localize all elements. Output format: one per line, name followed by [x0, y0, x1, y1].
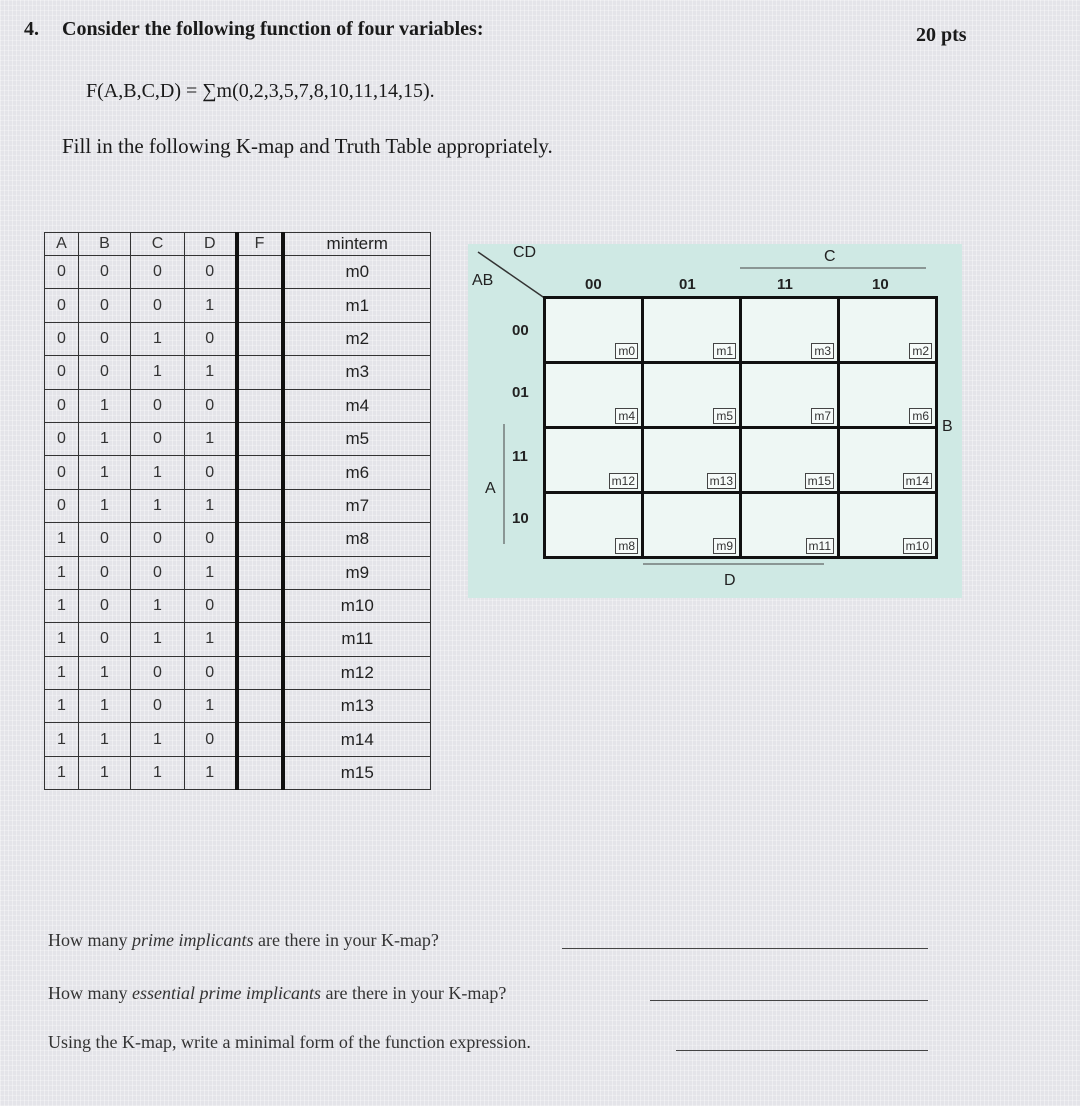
- cell-c: 0: [131, 556, 185, 589]
- cell-b: 1: [79, 422, 131, 455]
- cell-f[interactable]: [237, 456, 283, 489]
- cell-minterm: m6: [283, 456, 431, 489]
- cell-f[interactable]: [237, 656, 283, 689]
- truth-table-row: [45, 523, 431, 556]
- kmap-var-a: A: [485, 480, 496, 497]
- kmap-cell-minterm: m5: [713, 408, 736, 424]
- answer-line-minimal-form[interactable]: [676, 1050, 928, 1051]
- kmap-var-b: B: [942, 418, 953, 435]
- cell-d: 0: [185, 256, 237, 289]
- header-minterm: minterm: [283, 233, 431, 256]
- kmap-cell[interactable]: [742, 299, 837, 361]
- kmap-cell[interactable]: [742, 364, 837, 426]
- cell-b: 0: [79, 556, 131, 589]
- cell-f[interactable]: [237, 756, 283, 789]
- kmap-cell-minterm: m7: [811, 408, 834, 424]
- cell-minterm: m9: [283, 556, 431, 589]
- kmap-cell-minterm: m9: [713, 538, 736, 554]
- cell-a: 0: [45, 489, 79, 522]
- cell-f[interactable]: [237, 356, 283, 389]
- cell-c: 0: [131, 656, 185, 689]
- kmap-cell-minterm: m3: [811, 343, 834, 359]
- cell-minterm: m1: [283, 289, 431, 322]
- truth-table-row: [45, 623, 431, 656]
- header-d: D: [185, 233, 237, 256]
- cell-a: 0: [45, 289, 79, 322]
- truth-table-row: [45, 690, 431, 723]
- kmap-cell[interactable]: [546, 494, 641, 556]
- kmap-row-00: 00: [512, 322, 529, 339]
- cell-a: 0: [45, 256, 79, 289]
- cell-a: 1: [45, 723, 79, 756]
- cell-f[interactable]: [237, 623, 283, 656]
- kmap-col-00: 00: [585, 276, 602, 293]
- kmap-cell-minterm: m14: [903, 473, 932, 489]
- cell-c: 0: [131, 256, 185, 289]
- cell-b: 1: [79, 756, 131, 789]
- kmap-cell-minterm: m12: [609, 473, 638, 489]
- header-a: A: [45, 233, 79, 256]
- cell-d: 0: [185, 723, 237, 756]
- kmap-cell[interactable]: [644, 429, 739, 491]
- header-b: B: [79, 233, 131, 256]
- kmap-cell[interactable]: [840, 494, 935, 556]
- question-title: Consider the following function of four variables:: [62, 18, 484, 40]
- cell-b: 1: [79, 690, 131, 723]
- cell-b: 0: [79, 523, 131, 556]
- cell-c: 0: [131, 289, 185, 322]
- cell-c: 1: [131, 456, 185, 489]
- cell-d: 1: [185, 690, 237, 723]
- kmap-col-11: 11: [777, 276, 793, 293]
- cell-d: 0: [185, 322, 237, 355]
- cell-a: 1: [45, 556, 79, 589]
- truth-table-row: [45, 356, 431, 389]
- kmap-cell-minterm: m0: [615, 343, 638, 359]
- cell-minterm: m15: [283, 756, 431, 789]
- kmap-cell-minterm: m15: [805, 473, 834, 489]
- kmap-ab-label: AB: [472, 272, 494, 289]
- kmap-col-10: 10: [872, 276, 889, 293]
- kmap-cell-minterm: m4: [615, 408, 638, 424]
- cell-c: 0: [131, 523, 185, 556]
- cell-a: 1: [45, 523, 79, 556]
- kmap-cell[interactable]: [742, 494, 837, 556]
- cell-d: 1: [185, 556, 237, 589]
- truth-table-row: [45, 556, 431, 589]
- kmap-cell[interactable]: [546, 364, 641, 426]
- cell-f[interactable]: [237, 523, 283, 556]
- truth-table-row: [45, 756, 431, 789]
- truth-table-row: [45, 456, 431, 489]
- kmap-row-01: 01: [512, 384, 529, 401]
- cell-b: 0: [79, 623, 131, 656]
- kmap-cell[interactable]: [546, 429, 641, 491]
- question-prime-implicants: [48, 930, 439, 951]
- cell-b: 1: [79, 489, 131, 522]
- q2-post: are there in your K-map?: [320, 983, 507, 1003]
- cell-f[interactable]: [237, 256, 283, 289]
- cell-d: 1: [185, 623, 237, 656]
- kmap-cell[interactable]: [644, 494, 739, 556]
- truth-table-row: [45, 289, 431, 322]
- cell-f[interactable]: [237, 489, 283, 522]
- question-essential-prime-implicants: [48, 983, 506, 1004]
- cell-minterm: m13: [283, 690, 431, 723]
- cell-f[interactable]: [237, 690, 283, 723]
- answer-line-prime-implicants[interactable]: [562, 948, 928, 949]
- cell-minterm: m7: [283, 489, 431, 522]
- kmap-cell[interactable]: [840, 299, 935, 361]
- cell-f[interactable]: [237, 322, 283, 355]
- cell-f[interactable]: [237, 723, 283, 756]
- cell-minterm: m12: [283, 656, 431, 689]
- cell-a: 0: [45, 422, 79, 455]
- kmap-cell-minterm: m6: [909, 408, 932, 424]
- cell-b: 0: [79, 589, 131, 622]
- cell-d: 0: [185, 456, 237, 489]
- q2-emphasis: essential prime implicants: [132, 983, 321, 1003]
- answer-line-essential-prime-implicants[interactable]: [650, 1000, 928, 1001]
- kmap-cell-minterm: m13: [707, 473, 736, 489]
- kmap-var-c: C: [824, 248, 836, 265]
- points-label: 20 pts: [916, 24, 967, 46]
- q1-post: are there in your K-map?: [253, 930, 439, 950]
- kmap-var-d: D: [724, 572, 736, 589]
- cell-minterm: m14: [283, 723, 431, 756]
- kmap-cell[interactable]: [742, 429, 837, 491]
- cell-f[interactable]: [237, 422, 283, 455]
- cell-c: 0: [131, 690, 185, 723]
- cell-c: 1: [131, 589, 185, 622]
- cell-d: 1: [185, 756, 237, 789]
- kmap-cell[interactable]: [840, 364, 935, 426]
- cell-c: 0: [131, 389, 185, 422]
- cell-a: 0: [45, 356, 79, 389]
- kmap-cell-minterm: m2: [909, 343, 932, 359]
- cell-c: 1: [131, 356, 185, 389]
- cell-minterm: m4: [283, 389, 431, 422]
- kmap-cell[interactable]: [644, 364, 739, 426]
- q1-pre: How many: [48, 930, 132, 950]
- cell-b: 0: [79, 356, 131, 389]
- cell-c: 1: [131, 756, 185, 789]
- cell-d: 1: [185, 289, 237, 322]
- truth-table-row: [45, 422, 431, 455]
- cell-d: 0: [185, 389, 237, 422]
- function-definition: F(A,B,C,D) = ∑m(0,2,3,5,7,8,10,11,14,15).: [86, 80, 435, 102]
- header-f: F: [237, 233, 283, 256]
- cell-b: 0: [79, 289, 131, 322]
- cell-b: 0: [79, 322, 131, 355]
- kmap-cell-minterm: m11: [806, 538, 834, 554]
- cell-b: 1: [79, 456, 131, 489]
- instruction-text: Fill in the following K-map and Truth Table appropriately.: [62, 134, 553, 158]
- q2-pre: How many: [48, 983, 132, 1003]
- cell-c: 1: [131, 623, 185, 656]
- header-c: C: [131, 233, 185, 256]
- cell-minterm: m0: [283, 256, 431, 289]
- kmap-cell[interactable]: [546, 299, 641, 361]
- cell-a: 1: [45, 690, 79, 723]
- cell-a: 1: [45, 656, 79, 689]
- kmap-cell[interactable]: [840, 429, 935, 491]
- cell-d: 1: [185, 356, 237, 389]
- truth-table-row: [45, 489, 431, 522]
- cell-c: 1: [131, 723, 185, 756]
- cell-f[interactable]: [237, 589, 283, 622]
- cell-d: 0: [185, 589, 237, 622]
- question-minimal-form: Using the K-map, write a minimal form of the function expression.: [48, 1032, 531, 1052]
- kmap-grid: [543, 296, 938, 559]
- cell-a: 0: [45, 389, 79, 422]
- cell-minterm: m11: [283, 623, 431, 656]
- kmap-cell[interactable]: [644, 299, 739, 361]
- cell-b: 1: [79, 723, 131, 756]
- truth-table-row: [45, 322, 431, 355]
- cell-c: 1: [131, 322, 185, 355]
- kmap-row-10: 10: [512, 510, 529, 527]
- cell-minterm: m2: [283, 322, 431, 355]
- cell-b: 1: [79, 389, 131, 422]
- truth-table-row: [45, 589, 431, 622]
- kmap-cell-minterm: m1: [713, 343, 736, 359]
- cell-a: 0: [45, 456, 79, 489]
- cell-minterm: m5: [283, 422, 431, 455]
- kmap-cell-minterm: m10: [903, 538, 932, 554]
- cell-f[interactable]: [237, 556, 283, 589]
- q1-emphasis: prime implicants: [132, 930, 254, 950]
- cell-c: 0: [131, 422, 185, 455]
- truth-table-header: [45, 233, 431, 256]
- truth-table-row: [45, 723, 431, 756]
- cell-minterm: m3: [283, 356, 431, 389]
- kmap-col-01: 01: [679, 276, 696, 293]
- cell-d: 1: [185, 489, 237, 522]
- cell-f[interactable]: [237, 389, 283, 422]
- cell-a: 0: [45, 322, 79, 355]
- cell-d: 0: [185, 523, 237, 556]
- cell-minterm: m10: [283, 589, 431, 622]
- cell-a: 1: [45, 589, 79, 622]
- kmap-row-11: 11: [512, 448, 528, 465]
- truth-table-row: [45, 389, 431, 422]
- truth-table: [44, 232, 431, 790]
- cell-d: 1: [185, 422, 237, 455]
- cell-d: 0: [185, 656, 237, 689]
- truth-table-row: [45, 256, 431, 289]
- cell-c: 1: [131, 489, 185, 522]
- cell-b: 1: [79, 656, 131, 689]
- cell-a: 1: [45, 756, 79, 789]
- kmap-cd-label: CD: [513, 244, 537, 261]
- cell-minterm: m8: [283, 523, 431, 556]
- kmap-cell-minterm: m8: [615, 538, 638, 554]
- cell-b: 0: [79, 256, 131, 289]
- cell-a: 1: [45, 623, 79, 656]
- truth-table-row: [45, 656, 431, 689]
- cell-f[interactable]: [237, 289, 283, 322]
- question-number: 4.: [24, 18, 39, 40]
